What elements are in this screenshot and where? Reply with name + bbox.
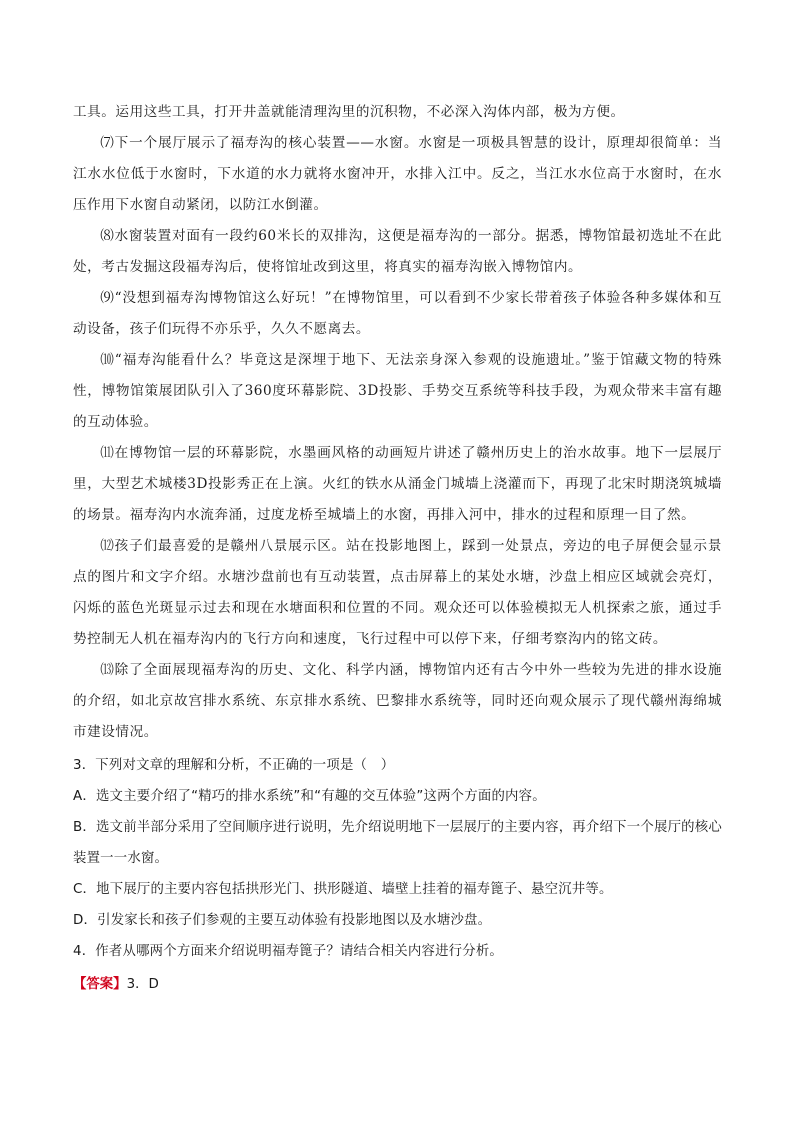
reading-passage [73, 97, 722, 748]
question-3-option-b: B．选文前半部分采用了空间顺序进行说明，先介绍说明地下一层展厅的主要内容，再介绍下一个展厅的核心装置一一水窗。 [73, 820, 722, 866]
answer-tag: 【答案】 [73, 977, 127, 992]
passage-paragraph-13: ⒀除了全面展现福寿沟的历史、文化、科学内涵，博物馆内还有古今中外一些较为先进的排水设施的介绍，如北京故宫排水系统、东京排水系统、巴黎排水系统等，同时还向观众展示了现代赣州海绵城市建设情况。 [73, 662, 722, 740]
answer-line [73, 969, 722, 1000]
question-3-option-a: A．选文主要介绍了“精巧的排水系统”和“有趣的交互体验”这两个方面的内容。 [73, 789, 546, 804]
answer-text: 3．D [126, 977, 159, 992]
question-3-option-d: D．引发家长和孩子们参观的主要互动体验有投影地图以及水塘沙盘。 [73, 913, 492, 928]
passage-paragraph-8: ⑻水窗装置对面有一段约60米长的双排沟，这便是福寿沟的一部分。据悉，博物馆最初选址不在此处，考古发掘这段福寿沟后，使将馆址改到这里，将真实的福寿沟嵌入博物馆内。 [73, 228, 722, 275]
question-3-option-c: C．地下展厅的主要内容包括拱形光门、拱形隧道、墙壁上挂着的福寿篦子、悬空沉井等。 [73, 882, 613, 897]
passage-paragraph-12: ⑿孩子们最喜爱的是赣州八景展示区。站在投影地图上，踩到一处景点，旁边的电子屏便会显示景点的图片和文字介绍。水塘沙盘前也有互动装置，点击屏幕上的某处水塘，沙盘上相应区域就会亮灯，闪烁的蓝色光斑显示过去和现在水塘面积和位置的不同。观众还可以体验模拟无人机探索之旅，通过手势控制无人机在福寿沟内的飞行方向和速度，飞行过程中可以停下来，仔细考察沟内的铭文砖。 [73, 538, 722, 647]
question-4-stem: 4．作者从哪两个方面来介绍说明福寿篦子？请结合相关内容进行分析。 [73, 944, 504, 959]
passage-continuation: 工具。运用这些工具，打开井盖就能清理沟里的沉积物，不必深入沟体内部，极为方便。 [73, 104, 625, 120]
passage-paragraph-7: ⑺下一个展厅展示了福寿沟的核心装置——水窗。水窗是一项极具智慧的设计，原理却很简单：当江水水位低于水窗时，下水道的水力就将水窗冲开，水排入江中。反之，当江水水位高于水窗时，在水压作用下水窗自动紧闭，以防江水倒灌。 [73, 135, 722, 213]
passage-paragraph-10: ⑽“福寿沟能看什么？毕竟这是深埋于地下、无法亲身深入参观的设施遗址。”鉴于馆藏文物的特殊性，博物馆策展团队引入了360度环幕影院、3D投影、手势交互系统等科技手段，为观众带来丰富有趣的互动体验。 [73, 352, 722, 430]
passage-paragraph-11: ⑾在博物馆一层的环幕影院，水墨画风格的动画短片讲述了赣州历史上的治水故事。地下一层展厅里，大型艺术城楼3D投影秀正在上演。火红的铁水从涌金门城墙上浇灌而下，再现了北宋时期浇筑城墙的场景。福寿沟内水流奔涌，过度龙桥至城墙上的水窗，再排入河中，排水的过程和原理一目了然。 [73, 445, 722, 523]
passage-paragraph-9: ⑼“没想到福寿沟博物馆这么好玩！”在博物馆里，可以看到不少家长带着孩子体验各种多媒体和互动设备，孩子们玩得不亦乐乎，久久不愿离去。 [73, 290, 722, 337]
question-block [73, 750, 722, 967]
question-3-stem: 3．下列对文章的理解和分析，不正确的一项是（ ） [73, 758, 395, 773]
